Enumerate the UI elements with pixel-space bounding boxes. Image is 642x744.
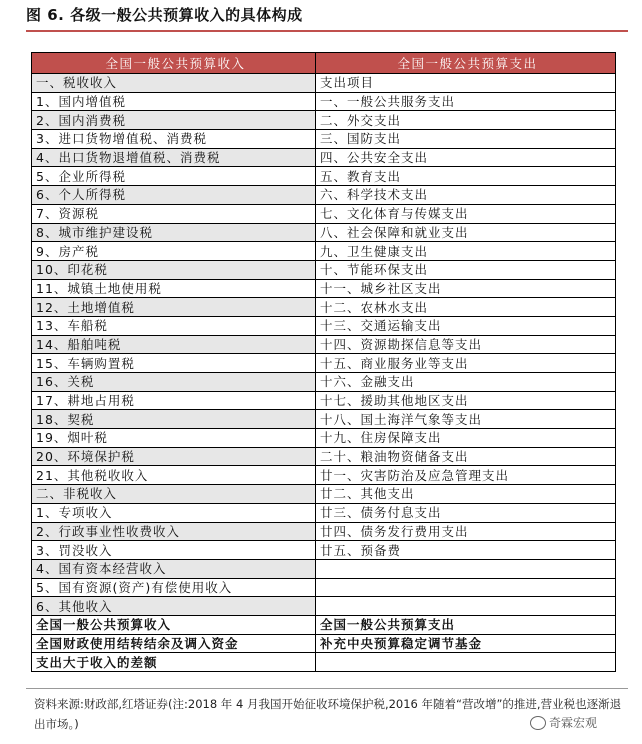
header-revenue: 全国一般公共预算收入 xyxy=(32,53,316,74)
revenue-cell: 17、耕地占用税 xyxy=(32,391,316,410)
table-row xyxy=(32,466,616,485)
table-row xyxy=(32,410,616,429)
table-row xyxy=(32,447,616,466)
expenditure-cell: 三、国防支出 xyxy=(316,130,616,149)
revenue-cell: 3、罚没收入 xyxy=(32,541,316,560)
watermark-text: 奇霖宏观 xyxy=(549,716,598,730)
expenditure-cell: 支出项目 xyxy=(316,74,616,93)
table-row xyxy=(32,335,616,354)
expenditure-cell: 十六、金融支出 xyxy=(316,373,616,392)
expenditure-cell: 十三、交通运输支出 xyxy=(316,316,616,335)
expenditure-cell: 四、公共安全支出 xyxy=(316,148,616,167)
total-expenditure-cell xyxy=(316,653,616,672)
table-row xyxy=(32,260,616,279)
revenue-cell: 12、土地增值税 xyxy=(32,298,316,317)
revenue-cell: 1、国内增值税 xyxy=(32,92,316,111)
expenditure-cell: 十七、援助其他地区支出 xyxy=(316,391,616,410)
expenditure-cell: 九、卫生健康支出 xyxy=(316,242,616,261)
revenue-cell: 7、资源税 xyxy=(32,204,316,223)
revenue-cell: 2、行政事业性收费收入 xyxy=(32,522,316,541)
watermark xyxy=(530,714,597,731)
total-revenue-cell: 全国财政使用结转结余及调入资金 xyxy=(32,634,316,653)
wechat-icon xyxy=(530,716,546,730)
revenue-cell: 二、非税收入 xyxy=(32,485,316,504)
revenue-cell: 20、环境保护税 xyxy=(32,447,316,466)
revenue-cell: 8、城市维护建设税 xyxy=(32,223,316,242)
table-row xyxy=(32,92,616,111)
revenue-cell: 16、关税 xyxy=(32,373,316,392)
revenue-cell: 10、印花税 xyxy=(32,260,316,279)
revenue-cell: 15、车辆购置税 xyxy=(32,354,316,373)
expenditure-cell: 廿一、灾害防治及应急管理支出 xyxy=(316,466,616,485)
revenue-cell: 18、契税 xyxy=(32,410,316,429)
revenue-cell: 9、房产税 xyxy=(32,242,316,261)
expenditure-cell: 十、节能环保支出 xyxy=(316,260,616,279)
expenditure-cell: 十八、国土海洋气象等支出 xyxy=(316,410,616,429)
revenue-cell: 一、税收收入 xyxy=(32,74,316,93)
revenue-cell: 5、国有资源(资产)有偿使用收入 xyxy=(32,578,316,597)
table-row xyxy=(32,559,616,578)
expenditure-cell: 廿三、债务付息支出 xyxy=(316,503,616,522)
table-row xyxy=(32,485,616,504)
expenditure-cell: 二十、粮油物资储备支出 xyxy=(316,447,616,466)
title-divider xyxy=(26,30,628,32)
table-row xyxy=(32,242,616,261)
total-expenditure-cell: 全国一般公共预算支出 xyxy=(316,615,616,634)
expenditure-cell xyxy=(316,578,616,597)
header-expenditure: 全国一般公共预算支出 xyxy=(316,53,616,74)
figure-title: 图 6. 各级一般公共预算收入的具体构成 xyxy=(26,6,303,24)
revenue-cell: 4、国有资本经营收入 xyxy=(32,559,316,578)
revenue-cell: 6、个人所得税 xyxy=(32,186,316,205)
total-revenue-cell: 全国一般公共预算收入 xyxy=(32,615,316,634)
table-row xyxy=(32,597,616,616)
table-row xyxy=(32,522,616,541)
source-note: 资料来源:财政部,红塔证券(注:2018 年 4 月我国开始征收环境保护税,2016 年随着“营改增”的推进,营业税也逐渐退出市场。) xyxy=(34,697,622,731)
expenditure-cell: 廿四、债务发行费用支出 xyxy=(316,522,616,541)
notes-divider xyxy=(26,688,628,689)
total-expenditure-cell: 补充中央预算稳定调节基金 xyxy=(316,634,616,653)
table-row xyxy=(32,130,616,149)
revenue-cell: 4、出口货物退增值税、消费税 xyxy=(32,148,316,167)
expenditure-cell: 五、教育支出 xyxy=(316,167,616,186)
revenue-cell: 13、车船税 xyxy=(32,316,316,335)
expenditure-cell: 八、社会保障和就业支出 xyxy=(316,223,616,242)
table-row xyxy=(32,391,616,410)
revenue-cell: 14、船舶吨税 xyxy=(32,335,316,354)
expenditure-cell: 廿五、预备费 xyxy=(316,541,616,560)
expenditure-cell: 六、科学技术支出 xyxy=(316,186,616,205)
expenditure-cell: 十一、城乡社区支出 xyxy=(316,279,616,298)
expenditure-cell: 七、文化体育与传媒支出 xyxy=(316,204,616,223)
table-row xyxy=(32,541,616,560)
table-row xyxy=(32,167,616,186)
expenditure-cell xyxy=(316,559,616,578)
expenditure-cell xyxy=(316,597,616,616)
table-row xyxy=(32,74,616,93)
table-row xyxy=(32,578,616,597)
revenue-cell: 1、专项收入 xyxy=(32,503,316,522)
revenue-cell: 19、烟叶税 xyxy=(32,429,316,448)
expenditure-cell: 二、外交支出 xyxy=(316,111,616,130)
expenditure-cell: 十四、资源勘探信息等支出 xyxy=(316,335,616,354)
expenditure-cell: 十五、商业服务业等支出 xyxy=(316,354,616,373)
table-row xyxy=(32,186,616,205)
table-row xyxy=(32,298,616,317)
total-row xyxy=(32,634,616,653)
table-row xyxy=(32,223,616,242)
table-row xyxy=(32,279,616,298)
revenue-cell: 3、进口货物增值税、消费税 xyxy=(32,130,316,149)
revenue-cell: 11、城镇土地使用税 xyxy=(32,279,316,298)
total-row xyxy=(32,653,616,672)
budget-table xyxy=(31,52,616,672)
total-revenue-cell: 支出大于收入的差额 xyxy=(32,653,316,672)
table-row xyxy=(32,204,616,223)
table-body xyxy=(32,74,616,672)
table-row xyxy=(32,111,616,130)
expenditure-cell: 十九、住房保障支出 xyxy=(316,429,616,448)
table-row xyxy=(32,429,616,448)
table-row xyxy=(32,354,616,373)
expenditure-cell: 十二、农林水支出 xyxy=(316,298,616,317)
table-row xyxy=(32,148,616,167)
revenue-cell: 5、企业所得税 xyxy=(32,167,316,186)
table-row xyxy=(32,316,616,335)
table-header-row xyxy=(32,53,616,74)
revenue-cell: 2、国内消费税 xyxy=(32,111,316,130)
revenue-cell: 21、其他税收收入 xyxy=(32,466,316,485)
table-row xyxy=(32,373,616,392)
table-row xyxy=(32,503,616,522)
expenditure-cell: 一、一般公共服务支出 xyxy=(316,92,616,111)
expenditure-cell: 廿二、其他支出 xyxy=(316,485,616,504)
revenue-cell: 6、其他收入 xyxy=(32,597,316,616)
total-row xyxy=(32,615,616,634)
